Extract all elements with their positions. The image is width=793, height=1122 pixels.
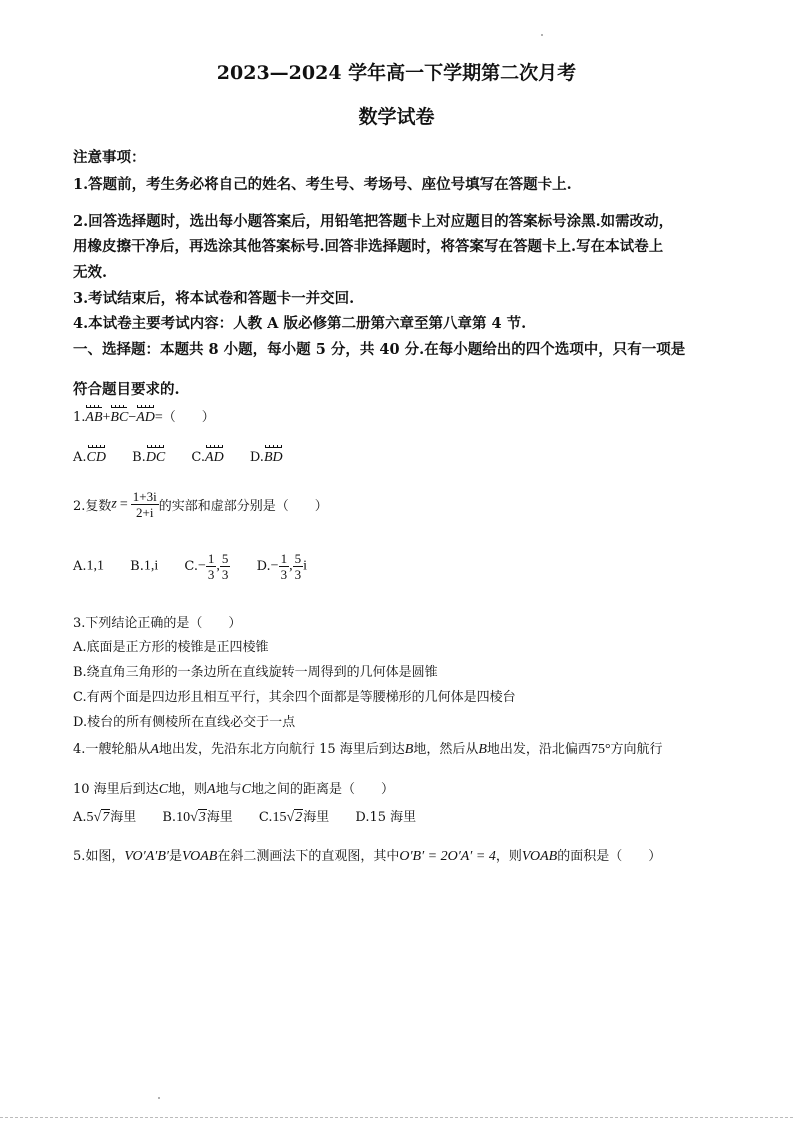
option-d: D.15 海里 — [355, 810, 417, 825]
question-4-options: A.5√7海里 B.10√3海里 C.15√2海里 D.15 海里 — [73, 810, 417, 825]
question-1-options — [73, 446, 283, 466]
notice-heading: 注意事项： — [73, 149, 146, 166]
vector-ad: AD — [136, 406, 155, 426]
notice-item-2: 2.回答选择题时，选出每小题答案后，用铅笔把答题卡上对应题目的答案标号涂黑.如需改动， — [73, 213, 674, 230]
question-5: 5.如图，VO′A′B′是VOAB在斜二测画法下的直观图，其中O′B′ = 2O′A′ = 4，则VOAB的面积是（ ） — [73, 849, 662, 864]
notice-item-1: 1.答题前，考生务必将自己的姓名、考生号、考场号、座位号填写在答题卡上. — [73, 176, 572, 193]
vector-ab: AB — [85, 406, 102, 426]
page-bottom-rule — [0, 1117, 793, 1118]
question-4: 4.一艘轮船从A地出发，先沿东北方向航行 15 海里后到达B地，然后从B地出发，沿北偏西75°方向航行 — [73, 742, 663, 757]
option-b-value: 1,i — [143, 558, 159, 574]
notice-item-4: 4.本试卷主要考试内容：人教 A 版必修第二册第六章至第八章第 4 节. — [73, 315, 527, 332]
scan-artifact-dot — [541, 34, 543, 36]
question-4-cont: 10 海里后到达C地，则A地与C地之间的距离是（ ） — [73, 782, 394, 797]
exam-subject: 数学试卷 — [358, 106, 435, 128]
question-3-option-c: C.有两个面是四边形且相互平行，其余四个面都是等腰梯形的几何体是四棱台 — [73, 690, 516, 705]
sqrt-option-a: 5√7 — [86, 810, 110, 825]
option-a-value: 1,1 — [86, 558, 105, 574]
option-a: A.CD — [73, 450, 106, 465]
exam-title: 2023—2024 学年高一下学期第二次月考 — [216, 62, 577, 84]
question-2-options: A.1,1 B.1,i C.− $\frac{1}{3}$ , $\frac{5}{3}$ D.− $\frac{1}{3}$ , $\frac{5}{3}$ i — [73, 551, 307, 582]
scan-artifact-dot — [158, 1097, 160, 1099]
option-c: C.AD — [191, 450, 223, 465]
option-b: B.DC — [132, 450, 165, 465]
question-3-option-a: A.底面是正方形的棱锥是正四棱锥 — [73, 640, 269, 655]
question-3-option-d: D.棱台的所有侧棱所在直线必交于一点 — [73, 715, 296, 730]
vector-bc: BC — [110, 406, 128, 426]
question-3-option-b: B.绕直角三角形的一条边所在直线旋转一周得到的几何体是圆锥 — [73, 665, 438, 680]
notice-item-3: 3.考试结束后，将本试卷和答题卡一并交回. — [73, 290, 355, 307]
section-heading-cont: 符合题目要求的. — [73, 381, 180, 398]
question-3: 3.下列结论正确的是（ ） — [73, 616, 242, 631]
fraction: $\frac{1+3i}{2+i}$ — [132, 489, 157, 520]
notice-item-2-cont: 用橡皮擦干净后，再选涂其他答案标号.回答非选择题时，将答案写在答题卡上.写在本试卷上 — [73, 238, 664, 255]
option-d: D.BD — [250, 450, 283, 465]
question-1: 1.AB+BC−AD=（ ） — [73, 406, 215, 426]
question-2: 2.复数z = $\frac{1+3i}{2+i}$ 的实部和虚部分别是（ ） — [73, 489, 328, 520]
section-heading: 一、选择题：本题共 8 小题，每小题 5 分，共 40 分.在每小题给出的四个选项中，只有一项是 — [73, 341, 686, 358]
notice-item-2-end: 无效. — [73, 264, 108, 281]
sqrt-option-b: 10√3 — [176, 810, 206, 825]
sqrt-option-c: 15√2 — [272, 810, 303, 825]
